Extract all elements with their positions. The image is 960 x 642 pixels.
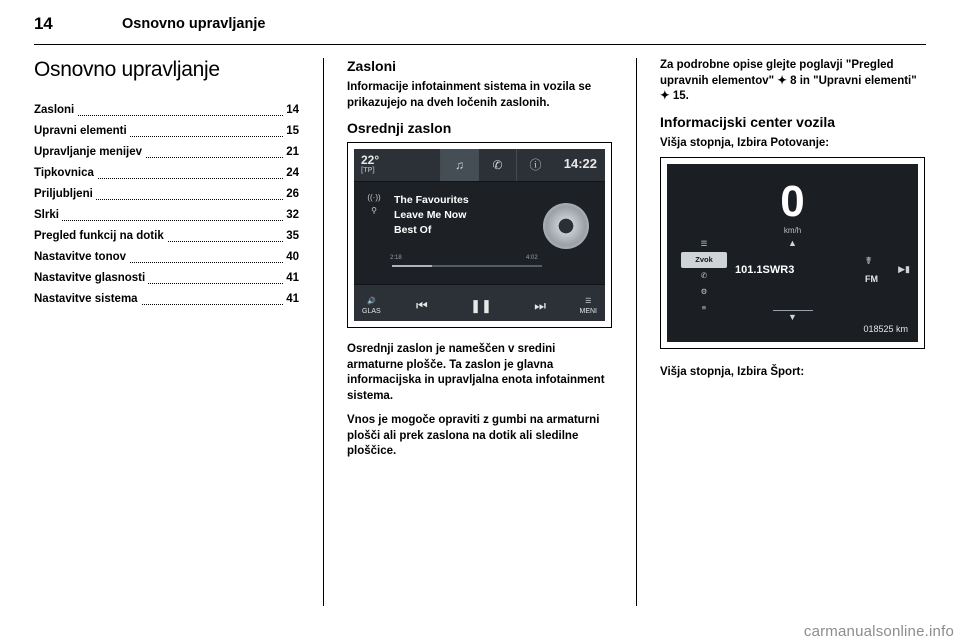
column-2 [347, 58, 612, 606]
column-1 [34, 58, 299, 606]
toc-entry[interactable] [34, 142, 299, 163]
toc-page: 21 [283, 142, 299, 163]
menu-item-zvok[interactable]: Zvok [681, 252, 727, 268]
toc-page: 14 [283, 100, 299, 121]
toc-page: 35 [283, 226, 299, 247]
prev-track-icon[interactable]: ⏮ [416, 298, 428, 313]
menu-icon: ☰ [585, 298, 592, 305]
menu-label: MENI [579, 308, 597, 315]
next-preset-icon[interactable]: ▶︎▮ [898, 264, 910, 274]
temperature-readout: 22° [361, 153, 380, 167]
toc-label: Zasloni [34, 104, 77, 116]
instrument-cluster-display [667, 164, 918, 342]
tune-icon[interactable]: ☰ [700, 239, 708, 248]
radio-station-readout: 101.1SWR3 [735, 264, 795, 276]
caption-sport: Višja stopnja, Izbira Šport: [660, 366, 805, 378]
progress-bar[interactable] [392, 265, 542, 267]
table-of-contents [34, 100, 299, 310]
scroll-down-arrow[interactable]: ▼ [788, 312, 797, 322]
toc-label: Pregled funkcij na dotik [34, 230, 167, 242]
search-icon[interactable]: ⚲ [371, 206, 377, 215]
toc-entry[interactable] [34, 121, 299, 142]
toc-page: 40 [283, 247, 299, 268]
toc-label: Slrki [34, 209, 62, 221]
clock-readout: 14:22 [563, 156, 597, 171]
toc-entry[interactable] [34, 268, 299, 289]
vehicle-info-center-heading: Informacijski center vozila [660, 113, 836, 130]
paragraph-center-display: Osrednji zaslon je nameščen v sredini armaturne plošče. Ta zaslon je glavna informacijska in upravljalna enota infotainment sistema. [347, 343, 605, 402]
osrednji-zaslon-heading: Osrednji zaslon [347, 120, 452, 136]
paragraph-input-methods: Vnos je mogoče opraviti z gumbi na armaturni plošči ali prek zaslona na dotik ali sledilne ploščice. [347, 414, 600, 457]
volume-button[interactable] [362, 297, 381, 317]
band-underline [773, 310, 813, 311]
radio-search-icons[interactable] [364, 193, 384, 215]
zasloni-intro: Informacije infotainment sistema in vozila se prikazujejo na dveh ločenih zaslonih. [347, 81, 592, 109]
page-content [34, 14, 926, 614]
speed-readout: 0 [780, 177, 805, 226]
pause-icon[interactable]: ❚❚ [470, 298, 492, 313]
list-item[interactable]: Leave Me Now [394, 209, 467, 221]
toc-label: Upravljanje menijev [34, 146, 145, 158]
toc-page: 41 [283, 289, 299, 310]
antenna-icon: ☤ [865, 256, 872, 267]
scroll-up-arrow[interactable]: ▲ [788, 238, 797, 248]
page-number: 14 [34, 14, 53, 33]
phone-icon[interactable]: ✆ [478, 149, 516, 181]
toc-page: 15 [283, 121, 299, 142]
toc-page: 41 [283, 268, 299, 289]
infotainment-screen[interactable] [354, 149, 605, 321]
column-3 [660, 58, 925, 606]
toc-dots [34, 220, 299, 221]
odometer-readout: 018525 km [863, 324, 908, 334]
toc-label: Nastavitve glasnosti [34, 272, 148, 284]
toc-label: Upravni elementi [34, 125, 130, 137]
cross-reference-note: Za podrobne opise glejte poglavji "Pregled upravnih elementov" ✦ 8 in "Upravni elementi" ✦ 15. [660, 59, 917, 102]
toc-entry[interactable] [34, 289, 299, 310]
next-track-icon[interactable]: ⏭ [534, 298, 546, 313]
page-header [34, 14, 926, 44]
toc-entry[interactable] [34, 184, 299, 205]
zasloni-heading: Zasloni [347, 58, 397, 74]
tp-indicator: [TP] [361, 167, 375, 174]
album-disc-icon [543, 203, 589, 249]
toc-entry[interactable] [34, 163, 299, 184]
phone-icon[interactable]: ✆ [700, 271, 708, 280]
progress-fill [392, 265, 432, 267]
cluster-menu[interactable] [681, 236, 727, 316]
toc-page: 32 [283, 205, 299, 226]
header-rule [34, 44, 926, 45]
watermark: carmanualsonline.info [803, 623, 954, 640]
figure-instrument-cluster [660, 157, 925, 349]
track-list[interactable] [394, 193, 469, 238]
toc-entry[interactable] [34, 205, 299, 226]
toc-label: Nastavitve sistema [34, 293, 141, 305]
toc-label: Tipkovnica [34, 167, 97, 179]
header-title: Osnovno upravljanje [122, 16, 266, 32]
column-divider-2 [636, 58, 637, 606]
figure-center-display [347, 142, 612, 328]
caption-trip: Višja stopnja, Izbira Potovanje: [660, 136, 830, 149]
list-icon[interactable]: ≡ [701, 303, 707, 312]
section-title: Osnovno upravljanje [34, 58, 220, 81]
band-label: FM [865, 274, 878, 284]
toc-label: Nastavitve tonov [34, 251, 129, 263]
columns [34, 58, 926, 606]
speaker-icon: 🔊 [366, 298, 376, 305]
settings-icon[interactable]: ⚙ [700, 287, 708, 296]
radio-icon[interactable]: ((·)) [367, 193, 381, 202]
toc-page: 26 [283, 184, 299, 205]
elapsed-time: 2:18 [390, 255, 402, 261]
column-divider-1 [323, 58, 324, 606]
list-item[interactable]: The Favourites [394, 194, 469, 206]
toc-page: 24 [283, 163, 299, 184]
remaining-time: 4:02 [526, 255, 538, 261]
toc-entry[interactable] [34, 247, 299, 268]
toc-entry[interactable] [34, 226, 299, 247]
transport-controls[interactable] [416, 298, 546, 314]
speed-unit: km/h [783, 226, 802, 235]
list-item[interactable]: Best Of [394, 224, 432, 236]
volume-label: GLAS [362, 308, 381, 315]
music-note-icon[interactable]: ♫ [440, 149, 478, 181]
toc-label: Priljubljeni [34, 188, 96, 200]
toc-entry[interactable] [34, 100, 299, 121]
menu-button[interactable] [580, 297, 598, 317]
info-icon[interactable]: ⓘ [516, 149, 554, 181]
